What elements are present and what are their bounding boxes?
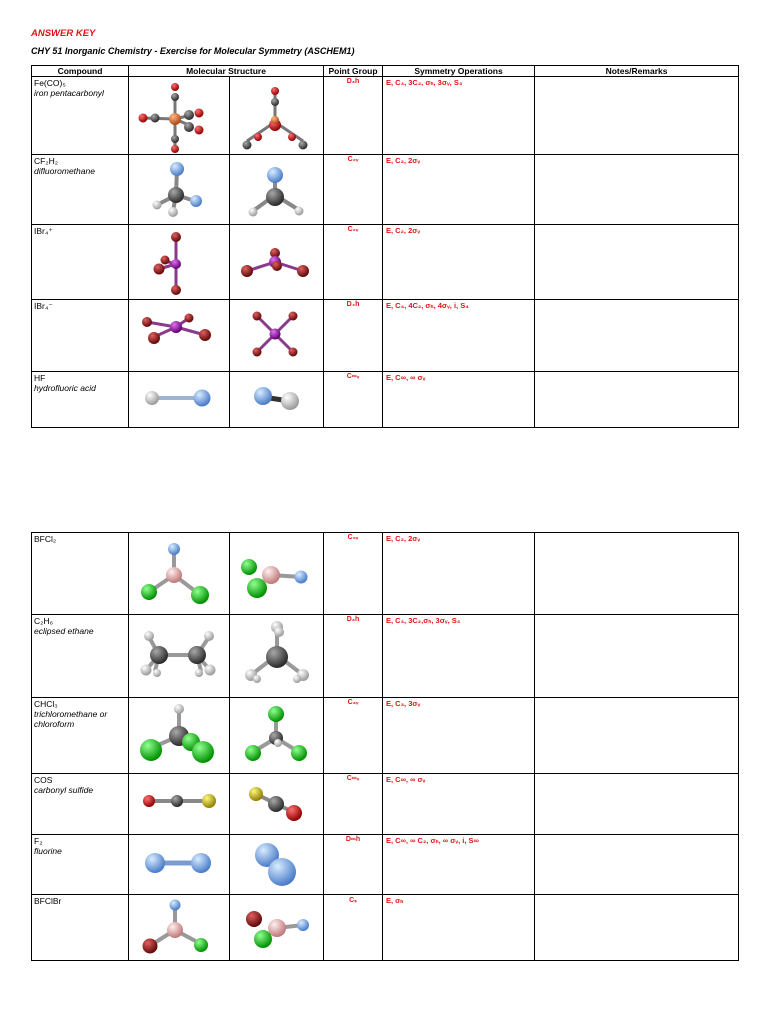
structure-view-2: [230, 300, 324, 372]
table-row: [32, 155, 739, 225]
operations-cell: E, C₄, 4C₂, σₕ, 4σᵥ, i, S₄: [383, 300, 535, 372]
operations-cell: E, C∞, ∞ σᵥ: [383, 774, 535, 835]
compound-cell: [32, 225, 129, 300]
structure-view-1: [129, 300, 230, 372]
table-row: [32, 372, 739, 428]
structure-view-2: [230, 155, 324, 225]
compound-formula: CHCl₃: [34, 699, 58, 709]
structure-view-1: [129, 615, 230, 698]
bfclbr-model-1: [129, 895, 229, 960]
symmetry-table-1: [31, 65, 739, 428]
compound-name: fluorine: [34, 846, 62, 856]
notes-cell[interactable]: [535, 615, 739, 698]
structure-view-2: [230, 895, 324, 961]
answer-key-label: ANSWER KEY: [31, 28, 96, 39]
compound-formula: C₂H₆: [34, 616, 54, 626]
table-row: [32, 225, 739, 300]
structure-view-1: [129, 835, 230, 895]
col-header-compound: Compound: [32, 66, 129, 77]
operations-cell: E, σₕ: [383, 895, 535, 961]
compound-name: hydrofluoric acid: [34, 383, 96, 393]
point-group-cell: C∞ᵥ: [324, 372, 383, 428]
ethane-model-2: [231, 615, 323, 697]
structure-view-1: [129, 77, 230, 155]
col-header-structure: Molecular Structure: [129, 66, 324, 77]
compound-name: difluoromethane: [34, 166, 95, 176]
notes-cell[interactable]: [535, 533, 739, 615]
point-group-cell: D₄h: [324, 300, 383, 372]
notes-cell[interactable]: [535, 77, 739, 155]
compound-cell: [32, 835, 129, 895]
operations-cell: E, C₂, 2σᵥ: [383, 225, 535, 300]
chloroform-model-1: [129, 698, 229, 773]
notes-cell[interactable]: [535, 300, 739, 372]
bfclbr-model-2: [231, 895, 323, 960]
structure-view-1: [129, 155, 230, 225]
point-group-cell: D∞h: [324, 835, 383, 895]
compound-cell: [32, 372, 129, 428]
compound-name: eclipsed ethane: [34, 626, 94, 636]
structure-view-2: [230, 77, 324, 155]
difluoromethane-model-1: [129, 155, 229, 224]
table-row: [32, 895, 739, 961]
structure-view-1: [129, 895, 230, 961]
hydrogen-fluoride-model-2: [231, 372, 323, 427]
structure-view-1: [129, 372, 230, 428]
structure-view-1: [129, 698, 230, 774]
structure-view-2: [230, 698, 324, 774]
compound-formula: IBr₄⁻: [34, 301, 53, 311]
structure-view-2: [230, 372, 324, 428]
point-group-cell: D₃h: [324, 615, 383, 698]
table-row: [32, 533, 739, 615]
fluorine-model-1: [129, 835, 229, 894]
notes-cell[interactable]: [535, 895, 739, 961]
compound-formula: IBr₄⁺: [34, 226, 53, 236]
table-row: [32, 835, 739, 895]
compound-cell: [32, 698, 129, 774]
ethane-model-1: [129, 615, 229, 697]
ibr4-anion-model-2: [231, 300, 323, 371]
point-group-cell: C₂ᵥ: [324, 533, 383, 615]
compound-cell: [32, 300, 129, 372]
operations-cell: E, C₂, 2σᵥ: [383, 155, 535, 225]
structure-view-2: [230, 774, 324, 835]
iron-pentacarbonyl-model-1: [129, 77, 229, 154]
ibr4-cation-model-2: [231, 225, 323, 299]
compound-name: trichloromethane or chloroform: [34, 709, 108, 729]
operations-cell: E, C∞, ∞ C₂, σₕ, ∞ σᵥ, i, S∞: [383, 835, 535, 895]
compound-formula: COS: [34, 775, 53, 785]
iron-pentacarbonyl-model-2: [231, 77, 323, 154]
document-title: CHY 51 Inorganic Chemistry - Exercise for Molecular Symmetry (ASCHEM1): [31, 46, 355, 56]
notes-cell[interactable]: [535, 698, 739, 774]
operations-cell: E, C∞, ∞ σᵥ: [383, 372, 535, 428]
structure-view-1: [129, 225, 230, 300]
compound-formula: HF: [34, 373, 46, 383]
fluorine-model-2: [231, 835, 323, 894]
compound-cell: [32, 895, 129, 961]
bfcl2-model-1: [129, 533, 229, 614]
compound-cell: [32, 533, 129, 615]
bfcl2-model-2: [231, 533, 323, 614]
structure-view-2: [230, 533, 324, 615]
table-row: [32, 615, 739, 698]
table-row: [32, 774, 739, 835]
compound-cell: [32, 615, 129, 698]
structure-view-2: [230, 615, 324, 698]
compound-cell: [32, 155, 129, 225]
compound-formula: Fe(CO)₅: [34, 78, 66, 88]
point-group-cell: C∞ᵥ: [324, 774, 383, 835]
point-group-cell: C₃ᵥ: [324, 698, 383, 774]
notes-cell[interactable]: [535, 835, 739, 895]
compound-formula: CF₂H₂: [34, 156, 59, 166]
operations-cell: E, C₃, 3C₂,σₕ, 3σᵥ, S₃: [383, 615, 535, 698]
ibr4-anion-model-1: [129, 300, 229, 371]
col-header-operations: Symmetry Operations: [383, 66, 535, 77]
notes-cell[interactable]: [535, 155, 739, 225]
table-row: [32, 77, 739, 155]
structure-view-2: [230, 835, 324, 895]
notes-cell[interactable]: [535, 774, 739, 835]
chloroform-model-2: [231, 698, 323, 773]
notes-cell[interactable]: [535, 225, 739, 300]
compound-name: carbonyl sulfide: [34, 785, 94, 795]
compound-formula: BFClBr: [34, 896, 62, 906]
col-header-point-group: Point Group: [324, 66, 383, 77]
point-group-cell: C₂ᵥ: [324, 225, 383, 300]
notes-cell[interactable]: [535, 372, 739, 428]
point-group-cell: C₂ᵥ: [324, 155, 383, 225]
point-group-cell: Cₛ: [324, 895, 383, 961]
symmetry-table-2: [31, 532, 739, 961]
table-row: [32, 300, 739, 372]
operations-cell: E, C₂, 2σᵥ: [383, 533, 535, 615]
difluoromethane-model-2: [231, 155, 323, 224]
ibr4-cation-model-1: [129, 225, 229, 299]
col-header-notes: Notes/Remarks: [535, 66, 739, 77]
compound-cell: [32, 774, 129, 835]
compound-formula: F₂: [34, 836, 43, 846]
compound-formula: BFCl₂: [34, 534, 57, 544]
structure-view-1: [129, 533, 230, 615]
carbonyl-sulfide-model-1: [129, 774, 229, 834]
point-group-cell: D₃h: [324, 77, 383, 155]
compound-cell: [32, 77, 129, 155]
table-row: [32, 698, 739, 774]
operations-cell: E, C₃, 3σᵥ: [383, 698, 535, 774]
carbonyl-sulfide-model-2: [231, 774, 323, 834]
table-header-row: [32, 66, 739, 77]
structure-view-2: [230, 225, 324, 300]
operations-cell: E, C₃, 3C₂, σₕ, 3σᵥ, S₃: [383, 77, 535, 155]
compound-name: iron pentacarbonyl: [34, 88, 104, 98]
structure-view-1: [129, 774, 230, 835]
hydrogen-fluoride-model-1: [129, 372, 229, 427]
